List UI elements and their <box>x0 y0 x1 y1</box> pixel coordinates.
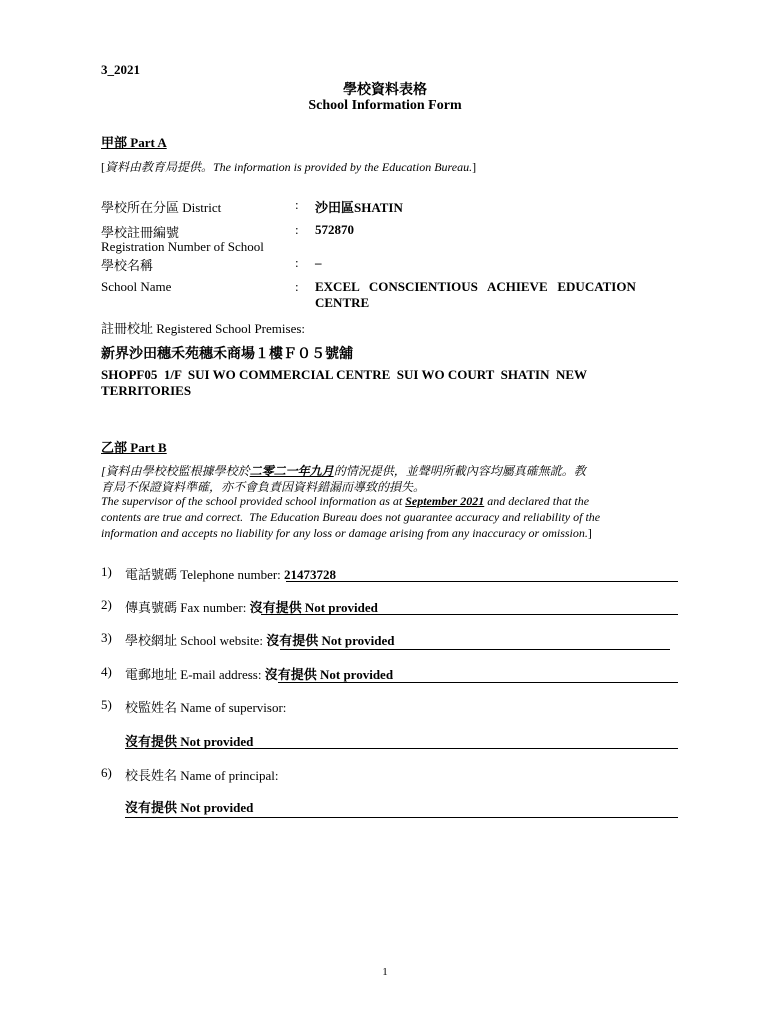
declaration-en-line2: contents are true and correct. The Education Bureau does not guarantee accuracy and reliability of the <box>101 510 601 524</box>
part-b-heading: 乙部 Part B <box>101 440 167 455</box>
website-underline <box>280 649 670 650</box>
part-a-heading: 甲部 Part A <box>101 135 167 150</box>
email-label: 電郵地址 E-mail address: <box>125 667 265 682</box>
school-name-label-zh: 學校名稱 <box>101 258 154 273</box>
registration-label-zh: 學校註冊編號 <box>101 225 180 240</box>
principal-underline <box>125 817 678 818</box>
school-name-label-en: School Name <box>101 279 172 294</box>
telephone-value: 21473728 <box>284 567 337 582</box>
principal-label: 校長姓名 Name of principal: <box>125 768 279 783</box>
colon: : <box>295 197 299 212</box>
document-code: 3_2021 <box>101 62 140 77</box>
telephone-underline <box>286 581 678 582</box>
supervisor-underline <box>125 748 678 749</box>
declaration-zh-line1: [資料由學校校監根據學校於二零二一年九月的情況提供，並聲明所載內容均屬真確無訛。教 <box>101 464 586 478</box>
colon: : <box>295 279 299 294</box>
website-field <box>125 630 395 649</box>
fax-label: 傳真號碼 Fax number: <box>125 600 250 615</box>
part-a-note: [資料由教育局提供。The information is provided by the Education Bureau.] <box>101 160 477 174</box>
item-2-number: 2) <box>101 597 112 612</box>
district-value: 沙田區SHATIN <box>315 200 403 215</box>
telephone-label: 電話號碼 Telephone number: <box>125 567 285 582</box>
form-title-zh: 學校資料表格 <box>343 83 427 98</box>
supervisor-label: 校監姓名 Name of supervisor: <box>125 700 287 715</box>
item-5-number: 5) <box>101 697 112 712</box>
email-field <box>125 664 393 683</box>
declaration-en-line1: The supervisor of the school provided school information as at September 2021 and declared that the <box>101 494 590 508</box>
district-label: 學校所在分區 District <box>101 200 222 215</box>
premises-address-en-line2: TERRITORIES <box>101 383 192 398</box>
item-1-number: 1) <box>101 564 112 579</box>
declaration-zh-line2: 育局不保證資料準確，亦不會負責因資料錯漏而導致的損失。 <box>101 480 426 494</box>
website-value: 沒有提供 Not provided <box>266 633 395 648</box>
school-name-value-en-line1: EXCEL CONSCIENTIOUS ACHIEVE EDUCATION <box>315 279 636 294</box>
supervisor-value: 沒有提供 Not provided <box>125 734 254 749</box>
item-6-number: 6) <box>101 765 112 780</box>
fax-value: 沒有提供 Not provided <box>249 600 378 615</box>
premises-label: 註冊校址 Registered School Premises: <box>101 321 306 336</box>
page-number: 1 <box>382 966 388 978</box>
colon: : <box>295 222 299 237</box>
colon: : <box>295 255 299 270</box>
school-name-value-zh: – <box>315 255 322 270</box>
registration-label-en: Registration Number of School <box>101 239 264 254</box>
item-3-number: 3) <box>101 630 112 645</box>
fax-underline <box>261 614 678 615</box>
premises-address-en-line1: SHOPF05 1/F SUI WO COMMERCIAL CENTRE SUI WO COURT SHATIN NEW <box>101 367 588 382</box>
declaration-en-line3: information and accepts no liability for any loss or damage arising from any inaccuracy or omission.] <box>101 526 592 540</box>
premises-address-zh: 新界沙田穗禾苑穗禾商場１樓Ｆ０５號舖 <box>101 347 353 362</box>
email-value: 沒有提供 Not provided <box>264 667 394 682</box>
email-underline <box>278 682 678 683</box>
registration-value: 572870 <box>315 222 354 237</box>
form-title-en: School Information Form <box>308 98 462 113</box>
item-4-number: 4) <box>101 664 112 679</box>
school-name-value-en-line2: CENTRE <box>315 295 370 310</box>
website-label: 學校網址 School website: <box>125 633 267 648</box>
principal-value: 沒有提供 Not provided <box>125 800 254 815</box>
